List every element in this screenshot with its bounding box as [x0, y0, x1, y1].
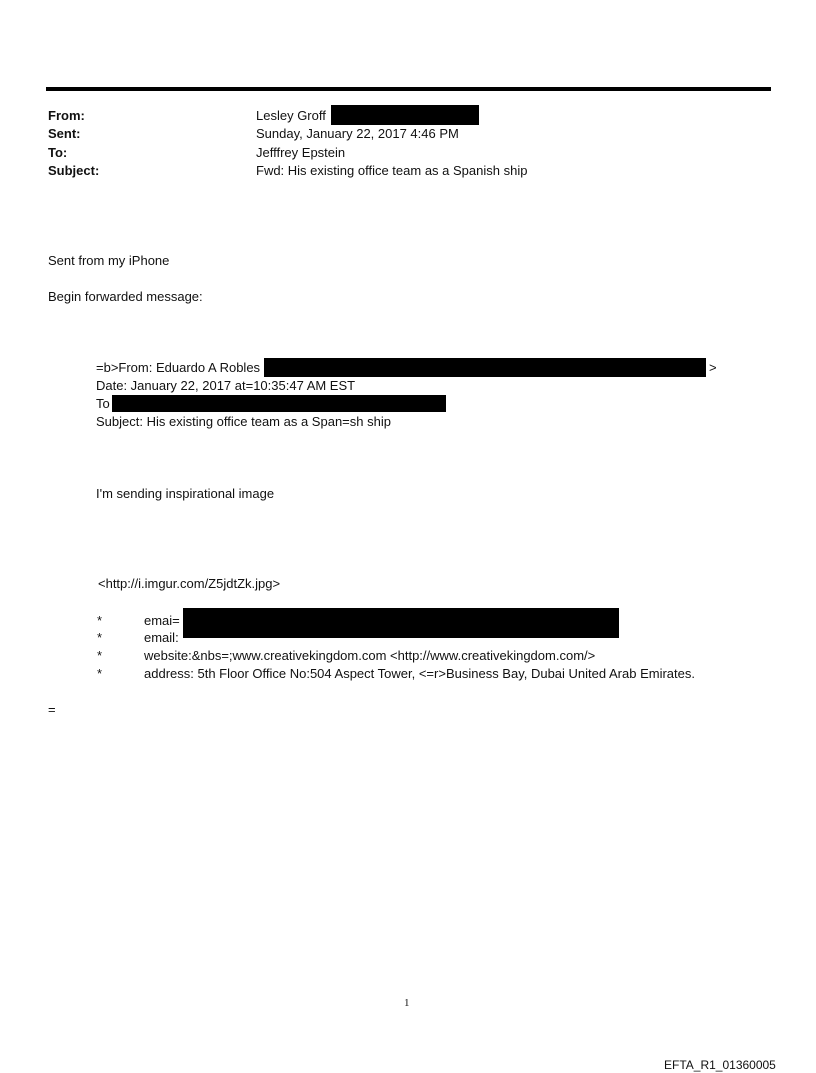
- to-label: To:: [48, 145, 68, 160]
- from-label: From:: [48, 108, 85, 123]
- redaction-bar: [183, 608, 619, 638]
- redaction-bar: [264, 358, 706, 377]
- message-text: I'm sending inspirational image: [96, 486, 275, 501]
- to-value: Jefffrey Epstein: [256, 145, 346, 160]
- subject-label: Subject:: [48, 163, 100, 178]
- redaction-bar: [112, 395, 446, 412]
- sent-label: Sent:: [48, 126, 81, 141]
- bullet-mark: *: [97, 630, 103, 645]
- bullet-address: address: 5th Floor Office No:504 Aspect Tower, <=r>Business Bay, Dubai United Arab Emirates.: [144, 666, 695, 681]
- sent-value: Sunday, January 22, 2017 4:46 PM: [256, 126, 459, 141]
- forwarded-to: To: [96, 396, 110, 411]
- page-number: 1: [404, 997, 410, 1009]
- forwarded-subject: Subject: His existing office team as a Span=sh ship: [96, 414, 391, 429]
- trailing-equals: =: [48, 702, 56, 717]
- subject-value: Fwd: His existing office team as a Spanish ship: [256, 163, 528, 178]
- document-id: EFTA_R1_01360005: [664, 1058, 776, 1072]
- redaction-bar: [331, 105, 479, 125]
- sent-from-line: Sent from my iPhone: [48, 253, 170, 268]
- from-value: Lesley Groff: [256, 108, 326, 123]
- bullet-mark: *: [97, 666, 103, 681]
- begin-forwarded-line: Begin forwarded message:: [48, 289, 203, 304]
- bullet-email-1: emai=: [144, 613, 180, 628]
- image-link[interactable]: <http://i.imgur.com/Z5jdtZk.jpg>: [98, 576, 281, 591]
- bullet-email-2: email:: [144, 630, 179, 645]
- forwarded-from: =b>From: Eduardo A Robles: [96, 360, 261, 375]
- forwarded-from-tail: >: [709, 360, 717, 375]
- bullet-mark: *: [97, 613, 103, 628]
- forwarded-date: Date: January 22, 2017 at=10:35:47 AM EST: [96, 378, 356, 393]
- bullet-mark: *: [97, 648, 103, 663]
- bullet-website: website:&nbs=;www.creativekingdom.com <http://www.creativekingdom.com/>: [144, 648, 596, 663]
- top-rule: [46, 87, 771, 91]
